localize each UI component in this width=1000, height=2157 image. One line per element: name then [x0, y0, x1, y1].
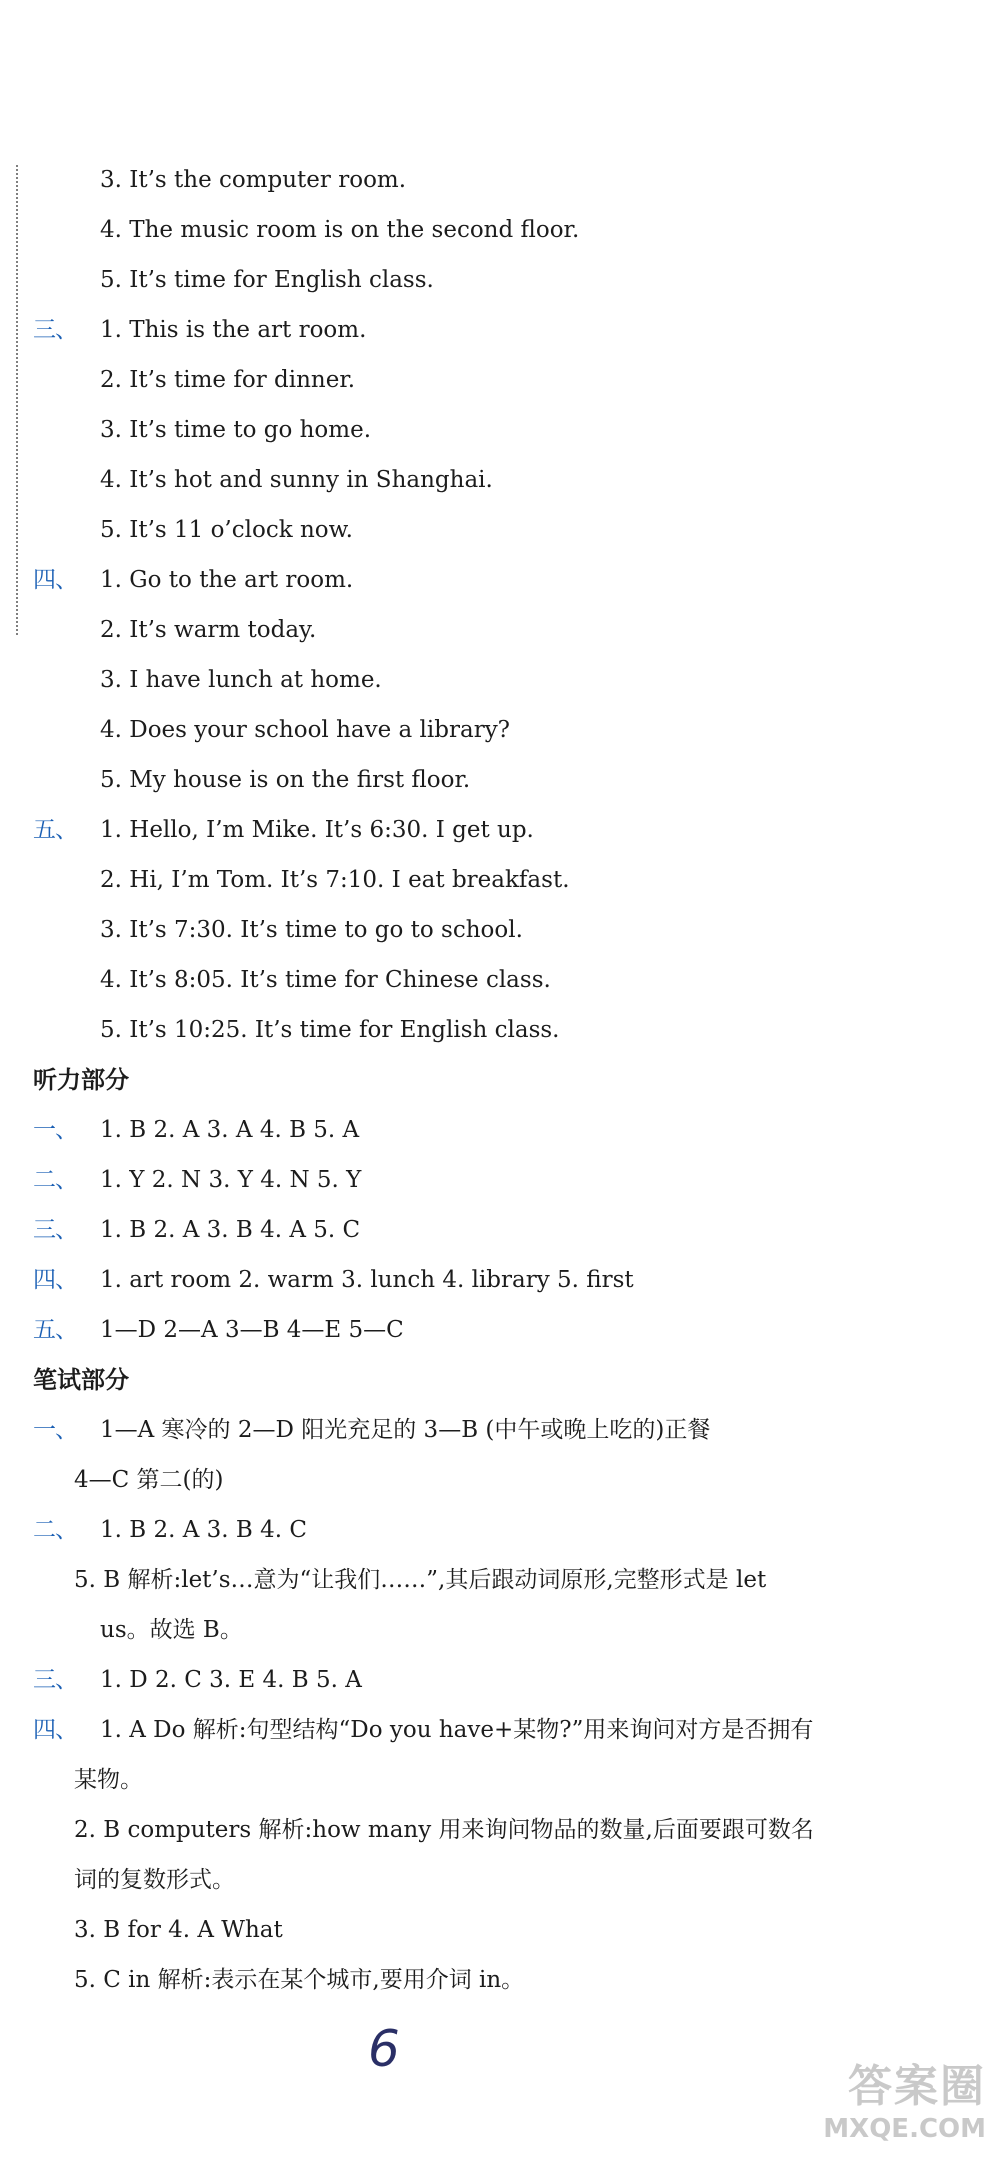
listening-heading: 听力部分: [33, 1066, 129, 1094]
listening-row: [0, 1255, 990, 1305]
answer-text: 4. Does your school have a library?: [100, 717, 511, 743]
section-marker: 四、: [33, 1267, 77, 1293]
answer-text: 1. B 2. A 3. A 4. B 5. A: [100, 1117, 360, 1143]
writing-row: [0, 1555, 990, 1605]
writing-row: [0, 1605, 990, 1655]
section-marker: 三、: [33, 317, 77, 343]
section-marker: 四、: [33, 567, 77, 593]
section-marker: 二、: [33, 1167, 77, 1193]
answer-line: [0, 855, 990, 905]
answer-text: 1—A 寒冷的 2—D 阳光充足的 3—B (中午或晚上吃的)正餐: [100, 1417, 711, 1443]
answer-text: 4. It’s hot and sunny in Shanghai.: [100, 467, 493, 493]
answer-line: [0, 755, 990, 805]
section-marker: 五、: [33, 1317, 77, 1343]
answer-text: 3. I have lunch at home.: [100, 667, 382, 693]
answer-text: 1. This is the art room.: [100, 317, 367, 343]
answer-text: 5. C in 解析:表示在某个城市,要用介词 in。: [74, 1967, 525, 1993]
section-marker: 四、: [33, 1717, 77, 1743]
watermark-logo-text: 答案圈: [848, 2061, 986, 2112]
answer-text: 2. Hi, I’m Tom. It’s 7:10. I eat breakfast.: [100, 867, 570, 893]
writing-row: [0, 1755, 990, 1805]
answer-line: [0, 655, 990, 705]
answer-text: 4. The music room is on the second floor.: [100, 217, 580, 243]
answer-text: 2. It’s warm today.: [100, 617, 317, 643]
answer-line: [0, 205, 990, 255]
writing-row: [0, 1905, 990, 1955]
answer-text: 1. B 2. A 3. B 4. A 5. C: [100, 1217, 361, 1243]
section-marker: 一、: [33, 1117, 77, 1143]
page-number: 6: [368, 2020, 400, 2078]
answer-line: [0, 605, 990, 655]
answer-line: [0, 405, 990, 455]
answer-text: 3. It’s 7:30. It’s time to go to school.: [100, 917, 523, 943]
section-marker: 二、: [33, 1517, 77, 1543]
listening-row: [0, 1155, 990, 1205]
listening-row: [0, 1205, 990, 1255]
watermark-url: MXQE.COM: [823, 2114, 986, 2144]
answer-line: [0, 255, 990, 305]
writing-row: [0, 1855, 990, 1905]
answer-text: 1. A Do 解析:句型结构“Do you have+某物?”用来询问对方是否拥有: [100, 1717, 814, 1743]
listening-row: [0, 1105, 990, 1155]
writing-heading: 笔试部分: [33, 1366, 129, 1394]
answer-line: [0, 805, 990, 855]
writing-row: [0, 1455, 990, 1505]
answer-line: [0, 1005, 990, 1055]
writing-row: [0, 1505, 990, 1555]
section-marker: 五、: [33, 817, 77, 843]
answer-line: [0, 555, 990, 605]
answer-line: [0, 955, 990, 1005]
answer-text: 1. Hello, I’m Mike. It’s 6:30. I get up.: [100, 817, 534, 843]
answer-text: 3. It’s time to go home.: [100, 417, 372, 443]
answer-text: 5. It’s 11 o’clock now.: [100, 517, 353, 543]
answer-text: 某物。: [74, 1767, 143, 1793]
writing-row: [0, 1405, 990, 1455]
answer-line: [0, 155, 990, 205]
answer-text: 4. It’s 8:05. It’s time for Chinese class.: [100, 967, 551, 993]
listening-row: [0, 1305, 990, 1355]
answer-text: 5. B 解析:let’s…意为“让我们……”,其后跟动词原形,完整形式是 let: [74, 1567, 767, 1593]
answer-text: 3. B for 4. A What: [74, 1917, 283, 1943]
writing-row: [0, 1705, 990, 1755]
section-marker: 一、: [33, 1417, 77, 1443]
answer-text: 1—D 2—A 3—B 4—E 5—C: [100, 1317, 404, 1343]
section-marker: 三、: [33, 1217, 77, 1243]
writing-row: [0, 1955, 990, 2005]
answer-text: 1. Y 2. N 3. Y 4. N 5. Y: [100, 1167, 362, 1193]
answer-text: 词的复数形式。: [74, 1867, 235, 1893]
answer-text: 1. D 2. C 3. E 4. B 5. A: [100, 1667, 362, 1693]
answer-text: 3. It’s the computer room.: [100, 167, 407, 193]
answer-text: 5. My house is on the first floor.: [100, 767, 471, 793]
answer-text: 2. B computers 解析:how many 用来询问物品的数量,后面要跟可数名: [74, 1817, 814, 1843]
answer-line: [0, 505, 990, 555]
writing-row: [0, 1655, 990, 1705]
answer-line: [0, 305, 990, 355]
site-watermark: [796, 2060, 986, 2150]
section-marker: 三、: [33, 1667, 77, 1693]
answer-text: 4—C 第二(的): [74, 1467, 224, 1493]
answer-line: [0, 455, 990, 505]
answer-line: [0, 905, 990, 955]
answer-text: 5. It’s time for English class.: [100, 267, 434, 293]
answer-text: 1. Go to the art room.: [100, 567, 354, 593]
answer-line: [0, 355, 990, 405]
answer-text: 2. It’s time for dinner.: [100, 367, 356, 393]
answer-text: 1. B 2. A 3. B 4. C: [100, 1517, 307, 1543]
answer-text: us。故选 B。: [100, 1617, 243, 1643]
answer-text: 5. It’s 10:25. It’s time for English class.: [100, 1017, 560, 1043]
answer-line: [0, 705, 990, 755]
writing-row: [0, 1805, 990, 1855]
answer-text: 1. art room 2. warm 3. lunch 4. library 5. first: [100, 1267, 634, 1293]
